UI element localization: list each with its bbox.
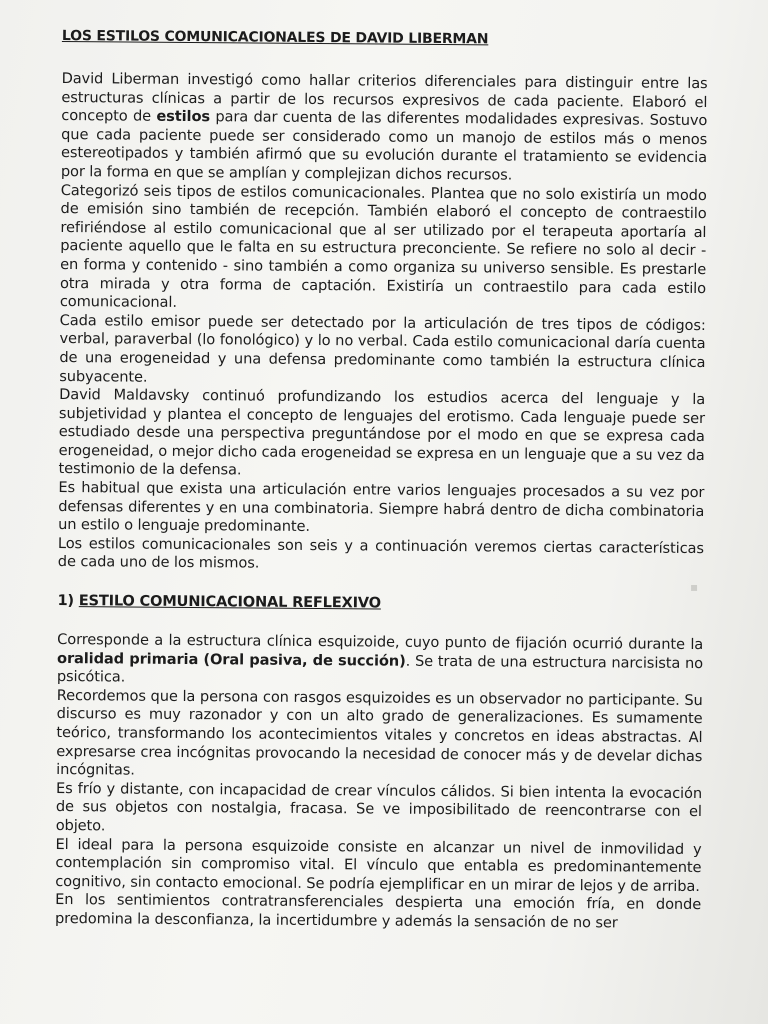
section-1-heading: [57, 592, 703, 614]
bold-text: estilos: [156, 107, 211, 126]
text-run: . Se trata de una estructura narcisista no psicótica.: [56, 652, 704, 686]
paragraph: [61, 70, 708, 187]
text-run: Es frío y distante, con incapacidad de crear vínculos cálidos. Si bien intenta la evocación de sus objetos con nostalgia, fracasa. Se ve imposibilitado de reencontrarse con el objeto.: [55, 779, 703, 835]
text-run: Los estilos comunicacionales son seis y a continuación veremos ciertas características de cada uno de los mismos.: [57, 534, 704, 573]
paragraph: [56, 780, 702, 841]
text-run: para dar cuenta de las diferentes modalidades expresivas. Sostuvo que cada paciente puede ser considerado como un manojo de estilos más o menos estereotipados y también afirmó que su evolución durante el tratamiento se evidencia por la forma en que se amplían y complejizan dichos recursos.: [60, 108, 708, 184]
paragraph: [58, 535, 704, 577]
paragraph: [58, 386, 705, 484]
section-1-title: ESTILO COMUNICACIONAL REFLEXIVO: [78, 592, 381, 612]
document-body: [55, 28, 708, 934]
text-run: Recordemos que la persona con rasgos esquizoides es un observador no participante. Su discurso es muy razonador y con un alto grado de generalizaciones. Es sumamente teórico, transformando los acontecimientos vitales y concretos en ideas abstractas. Al expresarse crea incógnitas provocando la necesidad de conocer más y de develar dichas incógnitas.: [56, 686, 703, 779]
text-run: El ideal para la persona esquizoide consiste en alcanzar un nivel de inmovilidad y contemplación sin compromiso vital. El vínculo que entabla es predominantemente cognitivo, sin contacto emocional. Se podría ejemplificar en un mirar de lejos y de arriba.: [55, 835, 702, 895]
paragraph: [60, 182, 707, 317]
paragraph: [55, 891, 701, 933]
paragraph: [55, 836, 701, 897]
section-1-body: [55, 631, 703, 934]
text-run: En los sentimientos contratransferenciales despierta una emoción fría, en donde predomina la desconfianza, la incertidumbre y además la sensación de no ser: [54, 891, 702, 932]
bold-text: oralidad primaria (Oral pasiva, de succión): [56, 649, 406, 670]
text-run: Corresponde a la estructura clínica esquizoide, cuyo punto de fijación ocurrió durante la: [57, 631, 704, 654]
paragraph: [57, 631, 703, 692]
text-run: Categorizó seis tipos de estilos comunicacionales. Plantea que no solo existiría un modo de emisión sino también de recepción. También elaboró el concepto de contraestilo refiriéndose al estilo comunicacional que al ser utilizado por el terapeuta aportaría al paciente aquello que le falta en su estructura preconciente. Se refiere no solo al decir - en forma y contenido - sino también a como organiza su universo sensible. Es prestarle otra mirada y otra forma de captación. Existiría un contraestilo para cada estilo comunicacional.: [59, 181, 707, 312]
section-1-number: 1): [57, 592, 79, 610]
text-run: David Liberman investigó como hallar criterios diferenciales para distinguir entre las estructuras clínicas a partir de los recursos expresivos de cada paciente. Elaboró el concepto de: [61, 69, 708, 125]
paragraph: [59, 312, 706, 391]
bleed-through-mark: ▪: [690, 580, 699, 594]
document-title: LOS ESTILOS COMUNICACIONALES DE DAVID LIBERMAN: [61, 28, 489, 48]
paragraph: [58, 479, 704, 540]
text-run: Es habitual que exista una articulación entre varios lenguajes procesados a su vez por defensas diferentes y en una combinatoria. Siempre habrá dentro de dicha combinatoria un estilo o lenguaje predominante.: [58, 479, 705, 536]
text-run: David Maldavsky continuó profundizando los estudios acerca del lenguaje y la subjetividad y plantea el concepto de lenguajes del erotismo. Cada lenguaje puede ser estudiado desde una perspectiva preguntándose por el modo en que se expresa cada erogeneidad, o mejor dicho cada erogeneidad se expresa en un lenguaje que a su vez da testimonio de la defensa.: [58, 386, 706, 479]
text-run: Cada estilo emisor puede ser detectado por la articulación de tres tipos de códigos: verbal, paraverbal (lo fonológico) y lo no verbal. Cada estilo comunicacional daría cuenta de una erogeneidad y una defensa predominante como también la estructura clínica subyacente.: [59, 311, 706, 386]
intro-section: [58, 70, 708, 577]
paragraph: [56, 687, 703, 785]
